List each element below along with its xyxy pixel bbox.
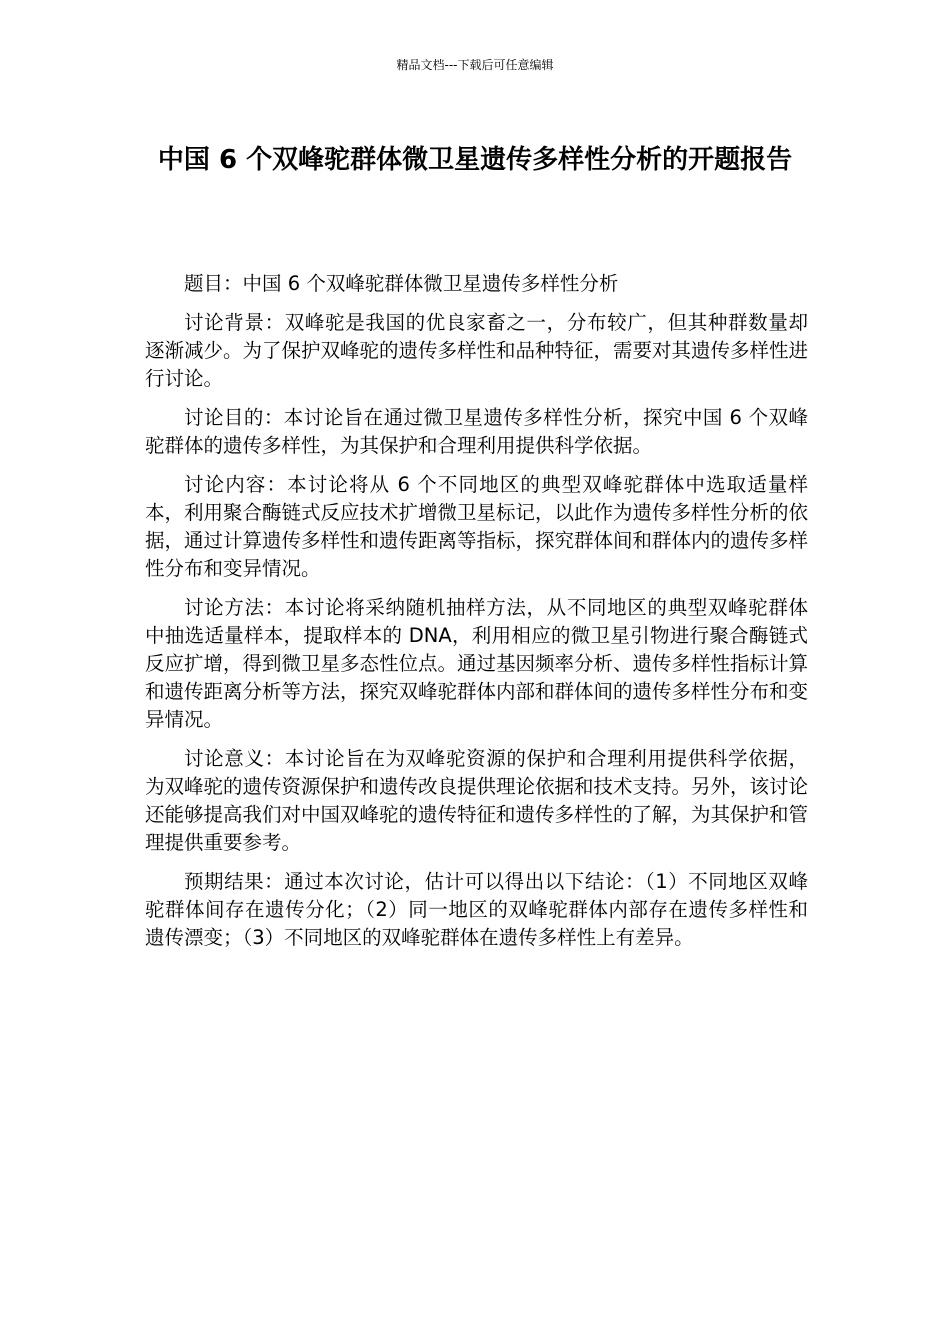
document-body xyxy=(145,270,808,963)
section-background xyxy=(145,309,808,393)
section-method xyxy=(145,594,808,734)
section-label: 讨论意义： xyxy=(184,747,285,770)
section-label: 讨论内容： xyxy=(184,473,288,496)
section-expected-results xyxy=(145,868,808,952)
section-text: 通过本次讨论，估计可以得出以下结论：（1）不同地区双峰驼群体间存在遗传分化；（2）同一地区的双峰驼群体内部存在遗传多样性和遗传漂变；（3）不同地区的双峰驼群体在遗传多样性上有差异。 xyxy=(145,870,808,949)
page-header: 精品文档---下载后可任意编辑 xyxy=(396,58,554,72)
section-text: 本讨论将从 6 个不同地区的典型双峰驼群体中选取适量样本，利用聚合酶链式反应技术扩增微卫星标记，以此作为遗传多样性分析的依据，通过计算遗传多样性和遗传距离等指标，探究群体间和群体内的遗传多样性分布和变异情况。 xyxy=(145,473,809,580)
section-label: 讨论背景： xyxy=(184,311,285,334)
section-text: 双峰驼是我国的优良家畜之一，分布较广，但其种群数量却逐渐减少。为了保护双峰驼的遗传多样性和品种特征，需要对其遗传多样性进行讨论。 xyxy=(145,311,809,390)
section-text: 本讨论将采纳随机抽样方法，从不同地区的典型双峰驼群体中抽选适量样本，提取样本的 DNA，利用相应的微卫星引物进行聚合酶链式反应扩增，得到微卫星多态性位点。通过基因频率分析、遗传多样性指标计算和遗传距离分析等方法，探究双峰驼群体内部和群体间的遗传多样性分布和变异情况。 xyxy=(145,596,809,731)
section-text: 本讨论旨在通过微卫星遗传多样性分析，探究中国 6 个双峰驼群体的遗传多样性，为其保护和合理利用提供科学依据。 xyxy=(145,406,808,457)
section-label: 讨论目的： xyxy=(184,406,284,429)
section-topic xyxy=(145,270,808,298)
section-content xyxy=(145,471,808,583)
section-purpose xyxy=(145,404,808,460)
section-label: 讨论方法： xyxy=(184,596,285,619)
section-significance xyxy=(145,745,808,857)
document-title: 中国 6 个双峰驼群体微卫星遗传多样性分析的开题报告 xyxy=(157,145,793,175)
section-text: 中国 6 个双峰驼群体微卫星遗传多样性分析 xyxy=(242,272,619,295)
section-label: 题目： xyxy=(184,272,243,295)
section-label: 预期结果： xyxy=(184,870,285,893)
section-text: 本讨论旨在为双峰驼资源的保护和合理利用提供科学依据，为双峰驼的遗传资源保护和遗传改良提供理论依据和技术支持。另外，该讨论还能够提高我们对中国双峰驼的遗传特征和遗传多样性的了解，为其保护和管理提供重要参考。 xyxy=(145,747,809,854)
